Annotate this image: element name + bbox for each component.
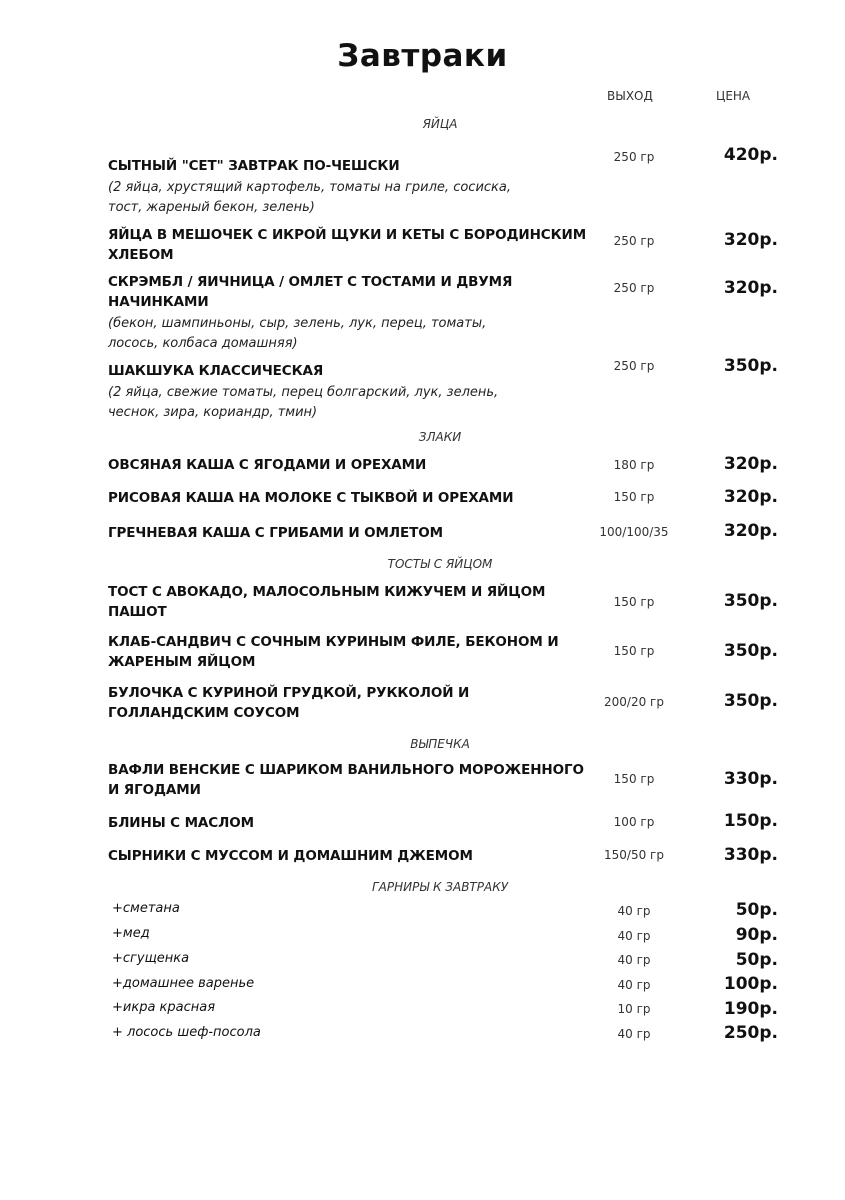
item-name: БУЛОЧКА С КУРИНОЙ ГРУДКОЙ, РУККОЛОЙ И bbox=[108, 685, 470, 701]
section-grains: ЗЛАКИ bbox=[418, 430, 462, 444]
item-weight: 150/50 гр bbox=[604, 848, 664, 862]
item-price: 320р. bbox=[723, 487, 778, 507]
item-name: ОВСЯНАЯ КАША С ЯГОДАМИ И ОРЕХАМИ bbox=[108, 457, 427, 473]
item-price: 150р. bbox=[723, 811, 778, 831]
item-price: 420р. bbox=[723, 145, 778, 165]
item-price: 350р. bbox=[723, 356, 778, 376]
item-name: БЛИНЫ С МАСЛОМ bbox=[108, 815, 254, 831]
item-weight: 250 гр bbox=[613, 234, 655, 248]
item-name: РИСОВАЯ КАША НА МОЛОКЕ С ТЫКВОЙ И ОРЕХАМИ bbox=[108, 490, 514, 506]
item-name: СЫРНИКИ С МУССОМ И ДОМАШНИМ ДЖЕМОМ bbox=[108, 848, 473, 864]
side-price: 90р. bbox=[735, 925, 778, 945]
item-name: НАЧИНКАМИ bbox=[108, 294, 209, 310]
item-name: ПАШОТ bbox=[108, 604, 167, 620]
item-name: КЛАБ-САНДВИЧ С СОЧНЫМ КУРИНЫМ ФИЛЕ, БЕКОНОМ И bbox=[108, 634, 559, 650]
side-weight: 40 гр bbox=[617, 904, 651, 918]
item-price: 350р. bbox=[723, 641, 778, 661]
side-price: 100р. bbox=[723, 974, 778, 994]
item-name: ВАФЛИ ВЕНСКИЕ С ШАРИКОМ ВАНИЛЬНОГО МОРОЖЕННОГО bbox=[108, 762, 584, 778]
side-price: 50р. bbox=[735, 900, 778, 920]
section-pastry: ВЫПЕЧКА bbox=[410, 737, 470, 751]
item-price: 350р. bbox=[723, 591, 778, 611]
item-weight: 200/20 гр bbox=[604, 695, 664, 709]
item-name: СЫТНЫЙ "СЕТ" ЗАВТРАК ПО-ЧЕШСКИ bbox=[108, 158, 400, 174]
side-name: +мед bbox=[112, 926, 150, 941]
item-weight: 250 гр bbox=[613, 281, 655, 295]
side-name: +икра красная bbox=[112, 1000, 216, 1015]
section-toasts: ТОСТЫ С ЯЙЦОМ bbox=[387, 557, 493, 571]
item-price: 330р. bbox=[723, 769, 778, 789]
side-weight: 40 гр bbox=[617, 978, 651, 992]
item-weight: 150 гр bbox=[613, 644, 655, 658]
item-description: чеснок, зира, кориандр, тмин) bbox=[108, 405, 318, 420]
side-weight: 10 гр bbox=[617, 1002, 651, 1016]
item-name: И ЯГОДАМИ bbox=[108, 782, 201, 798]
item-weight: 150 гр bbox=[613, 595, 655, 609]
item-price: 320р. bbox=[723, 230, 778, 250]
item-price: 330р. bbox=[723, 845, 778, 865]
menu-title: Завтраки bbox=[337, 38, 508, 74]
item-weight: 180 гр bbox=[613, 458, 655, 472]
side-name: +домашнее варенье bbox=[112, 976, 255, 991]
side-name: +сгущенка bbox=[112, 951, 190, 966]
item-price: 320р. bbox=[723, 521, 778, 541]
item-weight: 100/100/35 bbox=[599, 525, 669, 539]
side-weight: 40 гр bbox=[617, 953, 651, 967]
item-weight: 250 гр bbox=[613, 150, 655, 164]
side-name: +сметана bbox=[112, 901, 180, 916]
item-price: 350р. bbox=[723, 691, 778, 711]
item-weight: 150 гр bbox=[613, 490, 655, 504]
item-price: 320р. bbox=[723, 278, 778, 298]
item-weight: 100 гр bbox=[613, 815, 655, 829]
item-description: (2 яйца, свежие томаты, перец болгарский, лук, зелень, bbox=[108, 385, 499, 400]
side-price: 250р. bbox=[723, 1023, 778, 1043]
item-name: ЯЙЦА В МЕШОЧЕК С ИКРОЙ ЩУКИ И КЕТЫ С БОРОДИНСКИМ bbox=[108, 227, 587, 243]
side-weight: 40 гр bbox=[617, 1027, 651, 1041]
item-description: (бекон, шампиньоны, сыр, зелень, лук, перец, томаты, bbox=[108, 316, 487, 331]
item-weight: 250 гр bbox=[613, 359, 655, 373]
item-name: ГРЕЧНЕВАЯ КАША С ГРИБАМИ И ОМЛЕТОМ bbox=[108, 525, 443, 541]
section-eggs: ЯЙЦА bbox=[422, 117, 458, 131]
item-name: СКРЭМБЛ / ЯИЧНИЦА / ОМЛЕТ С ТОСТАМИ И ДВУМЯ bbox=[108, 274, 513, 290]
column-header-price: ЦЕНА bbox=[716, 89, 751, 103]
item-name: ГОЛЛАНДСКИМ СОУСОМ bbox=[108, 705, 300, 721]
side-name: + лосось шеф-посола bbox=[112, 1025, 261, 1040]
side-price: 190р. bbox=[723, 999, 778, 1019]
side-price: 50р. bbox=[735, 950, 778, 970]
item-name: ТОСТ С АВОКАДО, МАЛОСОЛЬНЫМ КИЖУЧЕМ И ЯЙЦОМ bbox=[108, 584, 546, 600]
item-description: тост, жареный бекон, зелень) bbox=[108, 200, 315, 215]
side-weight: 40 гр bbox=[617, 929, 651, 943]
item-description: (2 яйца, хрустящий картофель, томаты на гриле, сосиска, bbox=[108, 180, 511, 195]
column-header-weight: ВЫХОД bbox=[607, 89, 653, 103]
item-name: ЖАРЕНЫМ ЯЙЦОМ bbox=[108, 654, 256, 670]
item-name: ШАКШУКА КЛАССИЧЕСКАЯ bbox=[108, 363, 324, 379]
item-description: лосось, колбаса домашняя) bbox=[108, 336, 298, 351]
item-price: 320р. bbox=[723, 454, 778, 474]
section-sides: ГАРНИРЫ К ЗАВТРАКУ bbox=[371, 880, 509, 894]
item-weight: 150 гр bbox=[613, 772, 655, 786]
item-name: ХЛЕБОМ bbox=[108, 247, 174, 263]
